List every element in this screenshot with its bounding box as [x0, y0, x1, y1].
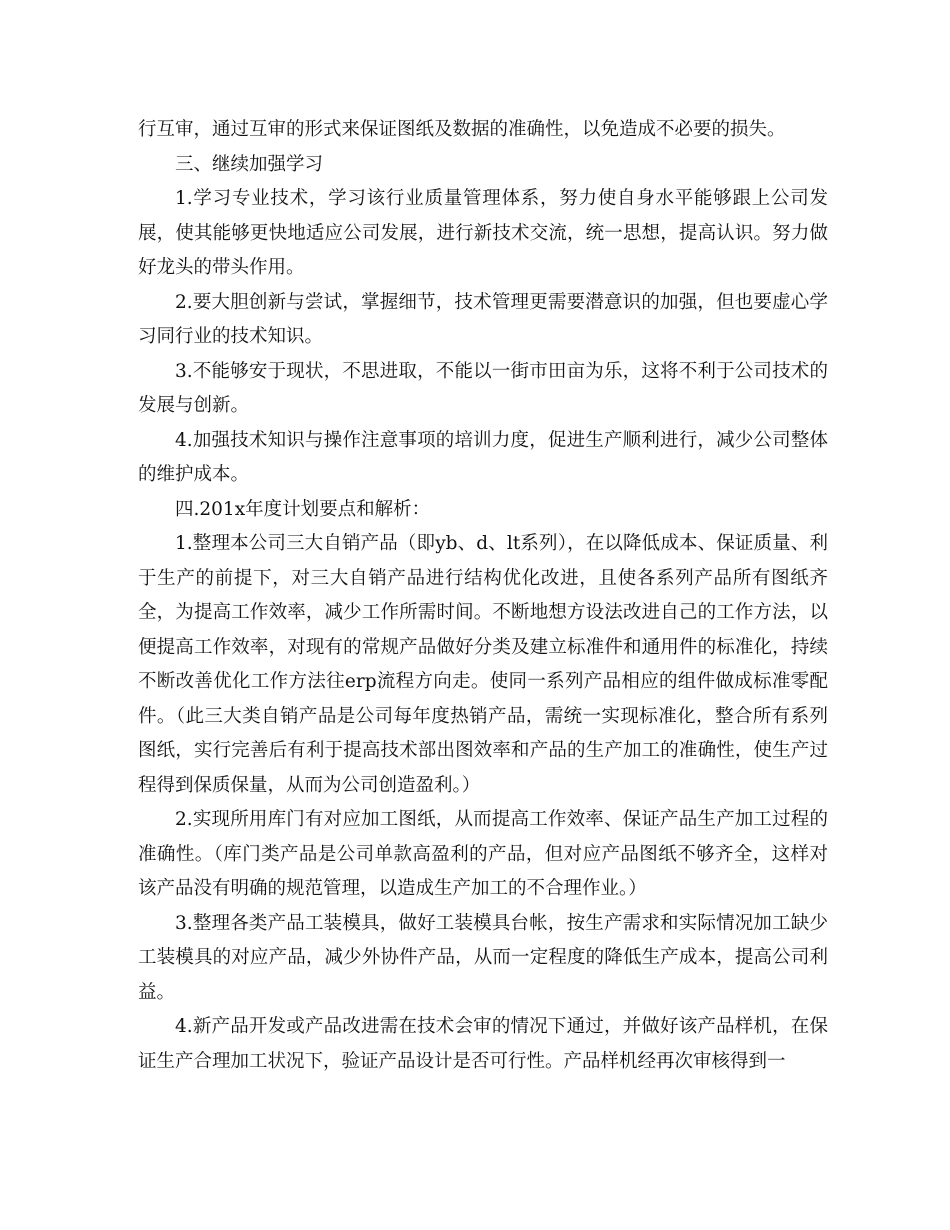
paragraph: 1.学习专业技术，学习该行业质量管理体系，努力使自身水平能够跟上公司发展，使其能够更快地适应公司发展，进行新技术交流，统一思想，提高认识。努力做好龙头的带头作用。 [138, 188, 828, 278]
section-heading: 三、继续加强学习 [175, 153, 324, 175]
paragraph: 2.要大胆创新与尝试，掌握细节，技术管理更需要潜意识的加强，但也要虚心学习同行业的技术知识。 [138, 291, 828, 347]
paragraph: 4.加强技术知识与操作注意事项的培训力度，促进生产顺利进行，减少公司整体的维护成本。 [138, 429, 828, 485]
paragraph: 3.不能够安于现状，不思进取，不能以一街市田亩为乐，这将不利于公司技术的发展与创新。 [138, 360, 828, 416]
paragraph: 3.整理各类产品工装模具，做好工装模具台帐，按生产需求和实际情况加工缺少工装模具的对应产品，减少外协件产品，从而一定程度的降低生产成本，提高公司利益。 [138, 912, 828, 1003]
document-page [138, 113, 828, 1079]
paragraph: 行互审，通过互审的形式来保证图纸及数据的准确性，以免造成不必要的损失。 [138, 119, 786, 140]
section-heading: 四.201x年度计划要点和解析： [175, 498, 431, 520]
paragraph: 1.整理本公司三大自销产品（即yb、d、lt系列），在以降低成本、保证质量、利于生产的前提下，对三大自销产品进行结构优化改进，且使各系列产品所有图纸齐全，为提高工作效率，减少工作所需时间。不断地想方设法改进自己的工作方法，以便提高工作效率，对现有的常规产品做好分类及建立标准件和通用件的标准化，持续不断改善优化工作方法往erp流程方向走。使同一系列产品相应的组件做成标准零配件。（此三大类自销产品是公司每年度热销产品，需统一实现标准化，整合所有系列图纸，实行完善后有利于提高技术部出图效率和产品的生产加工的准确性，使生产过程得到保质保量，从而为公司创造盈利。） [138, 533, 828, 796]
paragraph: 2.实现所用库门有对应加工图纸，从而提高工作效率、保证产品生产加工过程的准确性。（库门类产品是公司单款高盈利的产品，但对应产品图纸不够齐全，这样对该产品没有明确的规范管理，以造成生产加工的不合理作业。） [138, 809, 828, 899]
paragraph: 4.新产品开发或产品改进需在技术会审的情况下通过，并做好该产品样机，在保证生产合理加工状况下，验证产品设计是否可行性。产品样机经再次审核得到一 [138, 1016, 828, 1072]
